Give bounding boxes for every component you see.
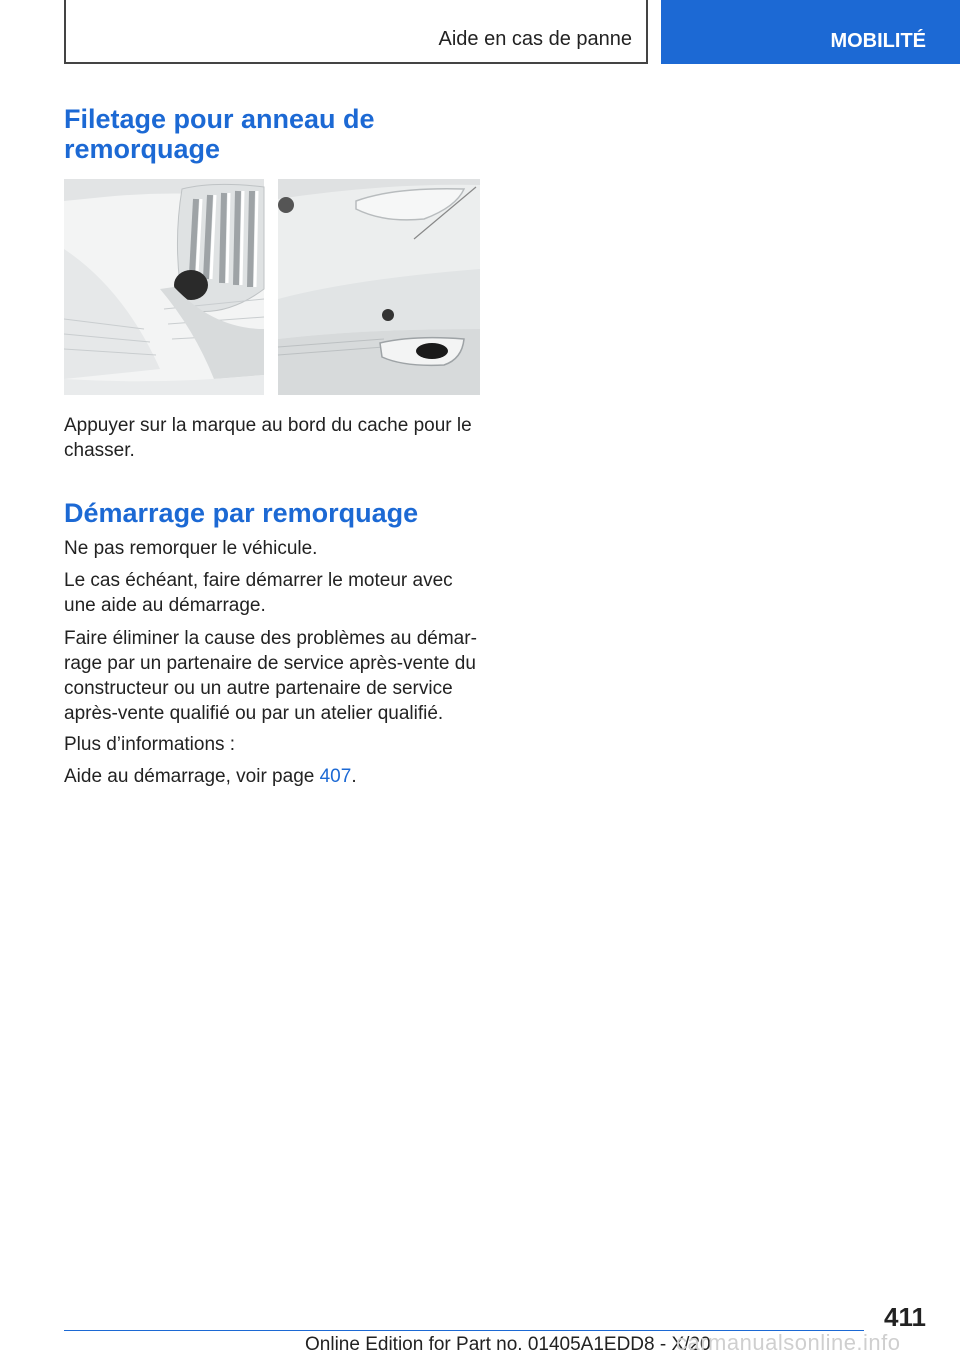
heading-tow-start: Démarrage par remorquage: [64, 498, 419, 528]
header-section-box: [64, 0, 648, 64]
reference-text: Aide au démarrage, voir page: [64, 766, 320, 787]
paragraph-reference: [64, 764, 484, 789]
bumper-illustration: [64, 179, 480, 395]
paragraph-press-mark: Appuyer sur la marque au bord du cache pour le chasser.: [64, 415, 472, 461]
page-link-407[interactable]: 407: [319, 766, 352, 787]
heading-towing-eye-thread: Filetage pour anneau de remorquage: [64, 104, 375, 164]
paragraph-jump-start: Le cas échéant, faire démarrer le moteur avec une aide au démarrage.: [64, 570, 453, 616]
paragraph-do-not-tow: Ne pas remorquer le véhicule.: [64, 538, 318, 559]
reference-suffix: .: [351, 766, 357, 787]
watermark: carmanualsonline.info: [676, 1330, 901, 1355]
footer-edition-text: Online Edition for Part no. 01405A1EDD8 - X/20: [305, 1334, 711, 1355]
page-number: 411: [884, 1302, 926, 1332]
header-section-title: Aide en cas de panne: [438, 28, 632, 50]
figure-towing-eye-cover: [64, 179, 480, 395]
paragraph-service-partner: Faire éliminer la cause des problèmes au démar-rage par un partenaire de service après-vente du constructeur ou un autre partenaire de service après-vente qualifié ou par un atelier qualifié.: [64, 628, 477, 724]
paragraph-more-info: Plus d’informations :: [64, 734, 236, 755]
header-chapter-tab[interactable]: MOBILITÉ: [661, 0, 960, 64]
